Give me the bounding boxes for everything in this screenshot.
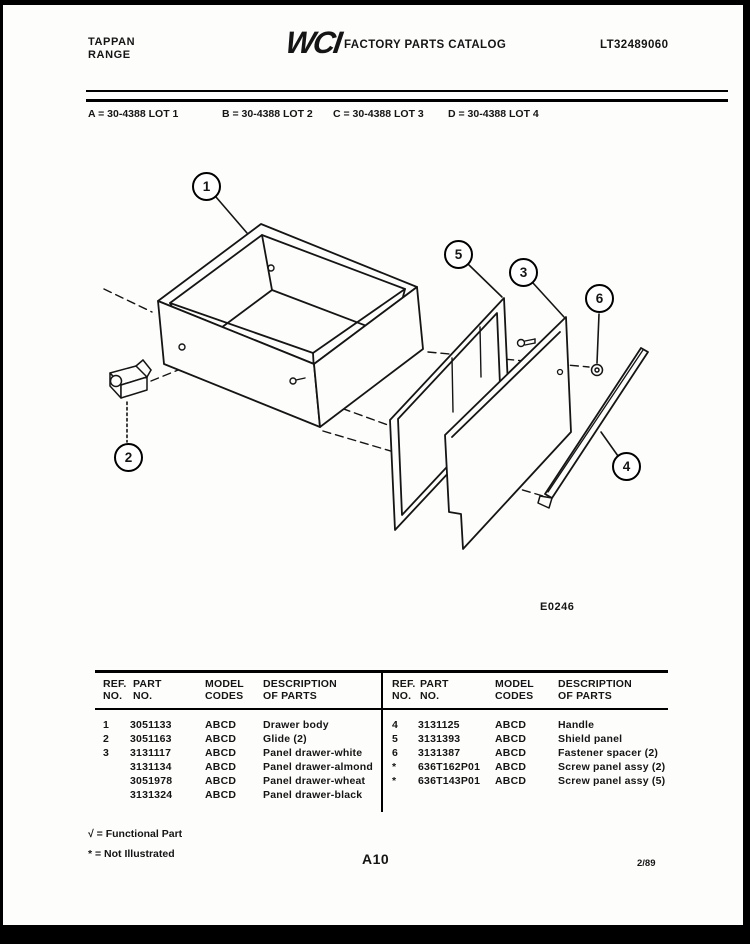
col-header-ref: REF. NO. bbox=[103, 678, 127, 702]
col-header-model: MODEL CODES bbox=[495, 678, 534, 702]
lot-d: D = 30-4388 LOT 4 bbox=[448, 108, 539, 120]
col-header-part: PART NO. bbox=[420, 678, 449, 702]
table-row: * 636T143P01 ABCD Screw panel assy (5) bbox=[392, 775, 666, 787]
lot-c: C = 30-4388 LOT 3 bbox=[333, 108, 424, 120]
table-row: 6 3131387 ABCD Fastener spacer (2) bbox=[392, 747, 659, 759]
lot-a: A = 30-4388 LOT 1 bbox=[88, 108, 179, 120]
table-row: 3131324 ABCD Panel drawer-black bbox=[130, 789, 363, 801]
table-row: 4 3131125 ABCD Handle bbox=[392, 719, 595, 731]
footnote-functional: √ = Functional Part bbox=[88, 828, 183, 840]
figure-code: E0246 bbox=[540, 601, 575, 613]
table-row: 3131134 ABCD Panel drawer-almond bbox=[130, 761, 373, 773]
drawer-body-drawing bbox=[158, 224, 423, 427]
wci-logo: WCI bbox=[283, 25, 343, 60]
table-row: * 636T162P01 ABCD Screw panel assy (2) bbox=[392, 761, 666, 773]
col-header-ref: REF. NO. bbox=[392, 678, 416, 702]
glide-drawing bbox=[110, 360, 151, 398]
brand-line2: RANGE bbox=[88, 49, 131, 61]
date-code: 2/89 bbox=[637, 858, 656, 869]
col-header-model: MODEL CODES bbox=[205, 678, 244, 702]
document-number: LT32489060 bbox=[600, 39, 669, 51]
callout-2-glide: 2 bbox=[114, 443, 143, 472]
table-row: 3051978 ABCD Panel drawer-wheat bbox=[130, 775, 366, 787]
callout-6-spacer: 6 bbox=[585, 284, 614, 313]
catalog-title: FACTORY PARTS CATALOG bbox=[344, 39, 507, 51]
table-row: 5 3131393 ABCD Shield panel bbox=[392, 733, 623, 745]
screw-drawing bbox=[518, 339, 536, 347]
footnote-not-illustrated: * = Not Illustrated bbox=[88, 848, 175, 860]
fastener-spacer-drawing bbox=[592, 365, 603, 376]
col-header-part: PART NO. bbox=[133, 678, 162, 702]
callout-4-handle: 4 bbox=[612, 452, 641, 481]
col-header-desc: DESCRIPTION OF PARTS bbox=[558, 678, 632, 702]
page-code: A10 bbox=[362, 851, 390, 867]
callout-1-drawer-body: 1 bbox=[192, 172, 221, 201]
table-row: 1 3051133 ABCD Drawer body bbox=[103, 719, 329, 731]
table-row: 2 3051163 ABCD Glide (2) bbox=[103, 733, 307, 745]
table-row: 3 3131117 ABCD Panel drawer-white bbox=[103, 747, 363, 759]
left-rows bbox=[95, 718, 382, 802]
brand-line1: TAPPAN bbox=[88, 36, 136, 48]
col-header-desc: DESCRIPTION OF PARTS bbox=[263, 678, 337, 702]
callout-3-panel: 3 bbox=[509, 258, 538, 287]
callout-5-shield: 5 bbox=[444, 240, 473, 269]
right-rows bbox=[388, 718, 668, 788]
lot-b: B = 30-4388 LOT 2 bbox=[222, 108, 313, 120]
